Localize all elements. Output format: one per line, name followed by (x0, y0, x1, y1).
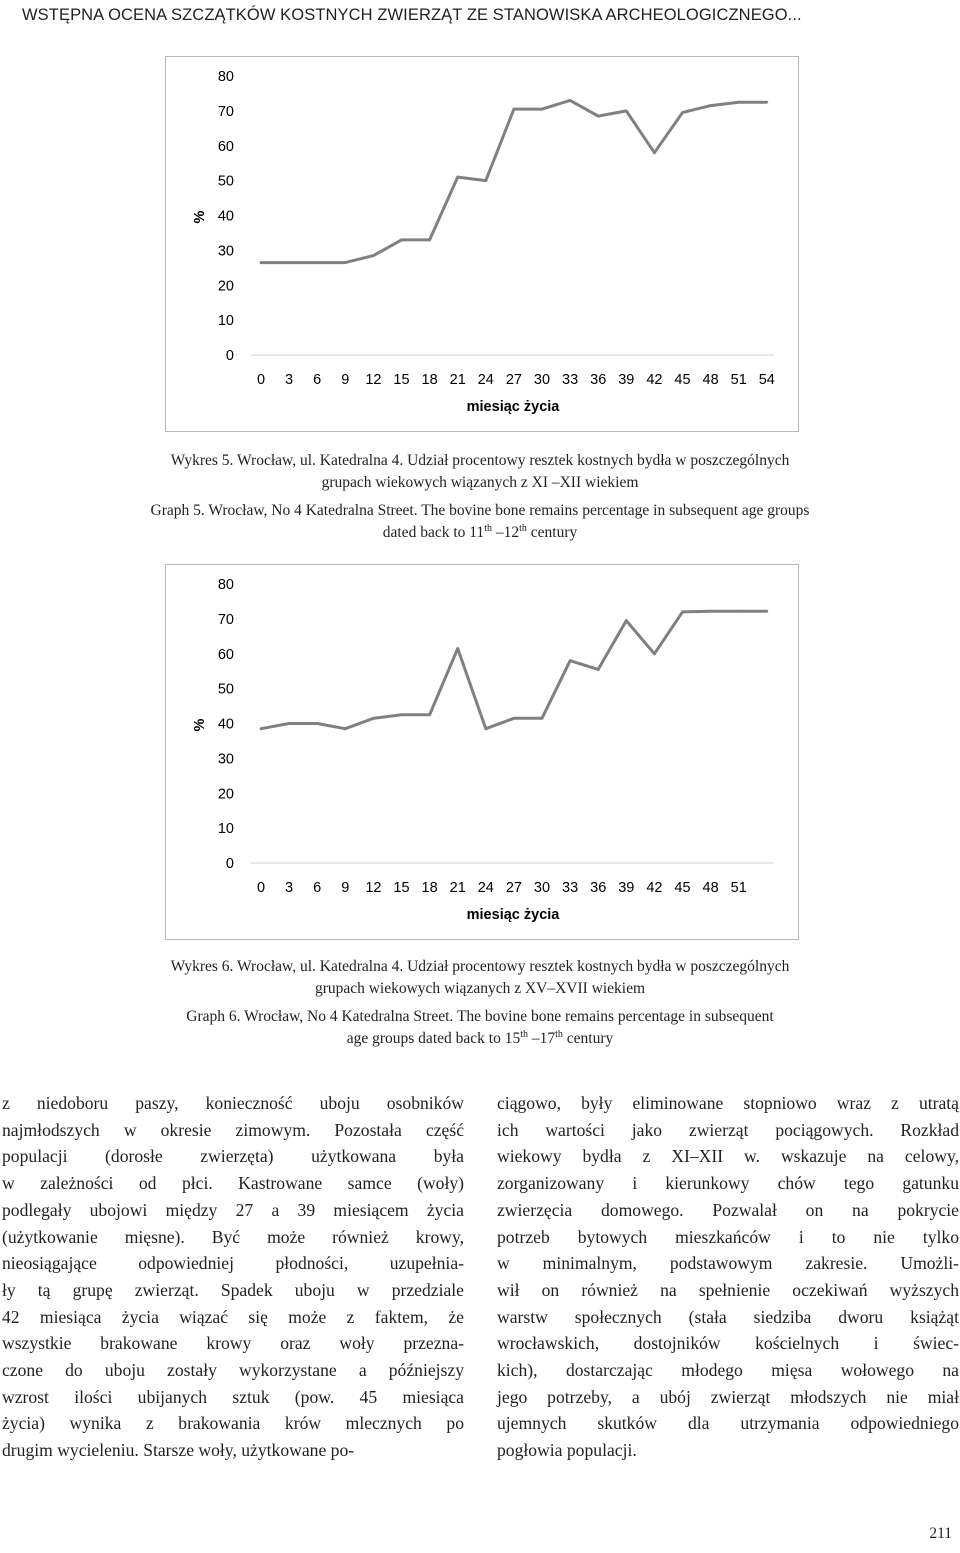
y-tick-label: 10 (217, 313, 234, 330)
text-line: potrzeb bytowych mieszkańców i to nie tylko (497, 1226, 959, 1247)
text-line: (użytkowanie mięsne). Być może również krowy, (2, 1226, 464, 1247)
data-point (765, 101, 768, 104)
graph-5-caption-en (0, 500, 960, 544)
text-line: z niedoboru paszy, konieczność uboju osobników (2, 1093, 464, 1113)
data-point (681, 111, 684, 114)
text-line: wrocławskich, dostojników kościelnych i świec- (497, 1333, 959, 1354)
text-line: drugim wycieleniu. Starsze woły, użytkowane po- (2, 1440, 355, 1461)
x-tick-label: 6 (313, 880, 322, 896)
x-tick-label: 9 (341, 880, 350, 896)
data-point (372, 254, 375, 257)
x-tick-label: 51 (730, 372, 747, 388)
y-tick-label: 70 (217, 103, 234, 120)
x-tick-label: 0 (256, 880, 266, 896)
y-tick-label: 80 (217, 577, 234, 593)
x-tick-label: 21 (449, 880, 466, 896)
superscript: th (519, 522, 527, 534)
x-tick-label: 27 (505, 372, 522, 388)
data-point (709, 104, 712, 107)
x-tick-label: 30 (533, 372, 551, 388)
x-tick-label: 33 (562, 372, 579, 388)
x-tick-label: 42 (646, 372, 663, 388)
data-point (372, 717, 375, 720)
graph-6-caption-en (0, 1006, 960, 1050)
x-axis-label: miesiąc życia (466, 399, 560, 415)
data-point (597, 668, 600, 671)
data-point (765, 610, 768, 613)
x-tick-label: 36 (590, 372, 607, 388)
data-point (484, 727, 487, 730)
text-line: ciągowo, były eliminowane stopniowo wraz z utratą (497, 1093, 959, 1113)
y-tick-label: 50 (217, 173, 234, 190)
y-tick-label: 0 (225, 856, 234, 872)
running-header: WSTĘPNA OCENA SZCZĄTKÓW KOSTNYCH ZWIERZĄT ZE STANOWISKA ARCHEOLOGICZNEGO... (22, 6, 802, 24)
data-point (260, 727, 263, 730)
data-point (541, 717, 544, 720)
y-tick-label: 30 (217, 751, 234, 768)
data-point (400, 239, 403, 242)
data-point (737, 610, 740, 613)
x-tick-label: 51 (730, 880, 747, 896)
data-point (681, 611, 684, 614)
data-point (344, 727, 347, 730)
caption-line: grupach wiekowych wiązanych z XV–XVII wiekiem (314, 980, 646, 997)
data-point (513, 108, 516, 111)
data-series-line (261, 100, 767, 262)
x-tick-label: 0 (256, 372, 266, 388)
text-line: wiekowy bydła z XI–XII w. wskazuje na celowy, (497, 1146, 959, 1167)
y-tick-label: 60 (217, 646, 234, 663)
graph-6-caption-pl (0, 956, 960, 1000)
data-point (513, 717, 516, 720)
data-point (456, 647, 459, 650)
y-tick-label: 20 (217, 786, 234, 803)
text-line: pogłowia populacji. (497, 1440, 637, 1461)
graph-5-svg (166, 57, 798, 431)
caption-line: Wykres 6. Wrocław, ul. Katedralna 4. Udział procentowy resztek kostnych bydła w poszczególnych (170, 958, 790, 975)
superscript: th (484, 522, 492, 534)
data-point (737, 101, 740, 104)
caption-line: grupach wiekowych wiązanych z XI –XII wiekiem (321, 474, 639, 491)
x-tick-label: 39 (618, 372, 635, 388)
caption-line: –17 (527, 1030, 556, 1047)
text-line: ujemnych skutków dla utrzymania odpowiedniego (497, 1413, 959, 1434)
caption-line: century (526, 524, 578, 541)
data-point (316, 261, 319, 264)
x-tick-label: 24 (477, 880, 494, 896)
graph-6-chart (165, 564, 799, 940)
caption-line: Wykres 5. Wrocław, ul. Katedralna 4. Udział procentowy resztek kostnych bydła w poszczególnych (170, 452, 790, 469)
data-point (484, 179, 487, 182)
data-point (428, 713, 431, 716)
x-tick-label: 45 (674, 880, 691, 896)
caption-line: –12 (491, 524, 520, 541)
y-tick-label: 30 (217, 243, 234, 260)
text-line: w zależności od płci. Kastrowane samce (woły) (2, 1173, 464, 1194)
x-tick-label: 27 (505, 880, 522, 896)
body-text-right-column (497, 1090, 959, 1464)
x-tick-label: 3 (285, 372, 294, 388)
y-axis-label: % (192, 718, 208, 732)
text-line: ich wartości jako zwierząt pociągowych. Rozkład (497, 1119, 959, 1140)
data-point (260, 261, 263, 264)
caption-line: Graph 6. Wrocław, No 4 Katedralna Street. The bovine bone remains percentage in subsequent (186, 1008, 774, 1025)
x-tick-label: 12 (365, 880, 382, 896)
text-line: warstw społecznych (stała siedziba dworu książąt (497, 1306, 959, 1327)
y-tick-label: 10 (217, 821, 234, 838)
y-tick-label: 40 (217, 716, 234, 733)
y-tick-label: 20 (217, 278, 234, 295)
text-line: w minimalnym, podstawowym zakresie. Umożli- (497, 1253, 959, 1274)
data-point (597, 115, 600, 118)
x-tick-label: 42 (646, 880, 663, 896)
caption-line: Graph 5. Wrocław, No 4 Katedralna Street. The bovine bone remains percentage in subsequent age groups (150, 502, 810, 519)
x-tick-label: 39 (618, 880, 635, 896)
data-point (456, 176, 459, 179)
text-line: jego potrzeby, a ubój zwierząt młodszych nie miał (497, 1386, 959, 1407)
data-point (316, 722, 319, 725)
data-point (541, 108, 544, 111)
caption-line: century (562, 1030, 614, 1047)
text-line: wzrost ilości ubijanych sztuk (pow. 45 miesiąca (2, 1386, 464, 1407)
data-point (288, 722, 291, 725)
data-point (428, 239, 431, 242)
y-axis-label: % (192, 210, 208, 224)
data-point (625, 619, 628, 622)
text-line: najmłodszych w okresie zimowym. Pozostała część (2, 1119, 464, 1140)
data-point (569, 659, 572, 662)
text-line: ły tą grupę zwierząt. Spadek uboju w przedziale (2, 1279, 464, 1300)
graph-5-chart (165, 56, 799, 432)
y-tick-label: 40 (217, 208, 234, 225)
x-tick-label: 6 (313, 372, 322, 388)
x-axis-label: miesiąc życia (466, 907, 560, 923)
graph-6-svg (166, 565, 798, 939)
text-line: nieosiągające odpowiedniej płodności, uzupełnia- (2, 1253, 464, 1274)
x-tick-label: 48 (702, 880, 719, 896)
x-tick-label: 12 (365, 372, 382, 388)
data-point (344, 261, 347, 264)
text-line: wszystkie brakowane krowy oraz woły przezna- (2, 1333, 464, 1354)
data-point (709, 610, 712, 613)
x-tick-label: 36 (590, 880, 607, 896)
text-line: kich), dostarczając młodego mięsa wołowego na (497, 1360, 959, 1381)
x-tick-label: 24 (477, 372, 494, 388)
data-series-line (261, 611, 767, 729)
graph-5-caption-pl (0, 450, 960, 494)
data-point (400, 713, 403, 716)
x-tick-label: 21 (449, 372, 466, 388)
y-tick-label: 70 (217, 611, 234, 628)
data-point (653, 151, 656, 154)
x-tick-label: 54 (758, 372, 775, 388)
x-tick-label: 18 (421, 372, 438, 388)
x-tick-label: 48 (702, 372, 719, 388)
x-tick-label: 45 (674, 372, 691, 388)
text-line: życia) wynika z brakowania krów mlecznych po (2, 1413, 464, 1434)
text-line: 42 miesiąca życia wiązać się może z faktem, że (2, 1306, 464, 1327)
x-tick-label: 30 (533, 880, 551, 896)
data-point (569, 99, 572, 102)
caption-line: dated back to 11 (382, 524, 485, 541)
x-tick-label: 9 (341, 372, 350, 388)
x-tick-label: 15 (393, 880, 410, 896)
y-tick-label: 60 (217, 138, 234, 155)
data-point (288, 261, 291, 264)
data-point (625, 109, 628, 112)
body-text-left-column (2, 1090, 464, 1464)
text-line: wił on również na spełnienie oczekiwań wyższych (497, 1279, 959, 1300)
y-tick-label: 50 (217, 681, 234, 698)
y-tick-label: 0 (225, 348, 234, 364)
y-tick-label: 80 (217, 69, 234, 85)
x-tick-label: 3 (285, 880, 294, 896)
text-line: podlegały ubojowi między 27 a 39 miesiącem życia (2, 1199, 464, 1220)
page-number: 211 (929, 1525, 952, 1542)
superscript: th (555, 1028, 563, 1040)
superscript: th (520, 1028, 528, 1040)
text-line: zwierzęcia domowego. Pozwalał on na pokrycie (497, 1199, 959, 1220)
data-point (653, 652, 656, 655)
caption-line: age groups dated back to 15 (346, 1030, 521, 1047)
text-line: populacji (dorosłe zwierzęta) użytkowana była (2, 1146, 464, 1167)
text-line: czone do uboju zostały wykorzystane a późniejszy (2, 1360, 464, 1381)
x-tick-label: 33 (562, 880, 579, 896)
x-tick-label: 15 (393, 372, 410, 388)
x-tick-label: 18 (421, 880, 438, 896)
text-line: zorganizowany i kierunkowy chów tego gatunku (497, 1173, 959, 1194)
